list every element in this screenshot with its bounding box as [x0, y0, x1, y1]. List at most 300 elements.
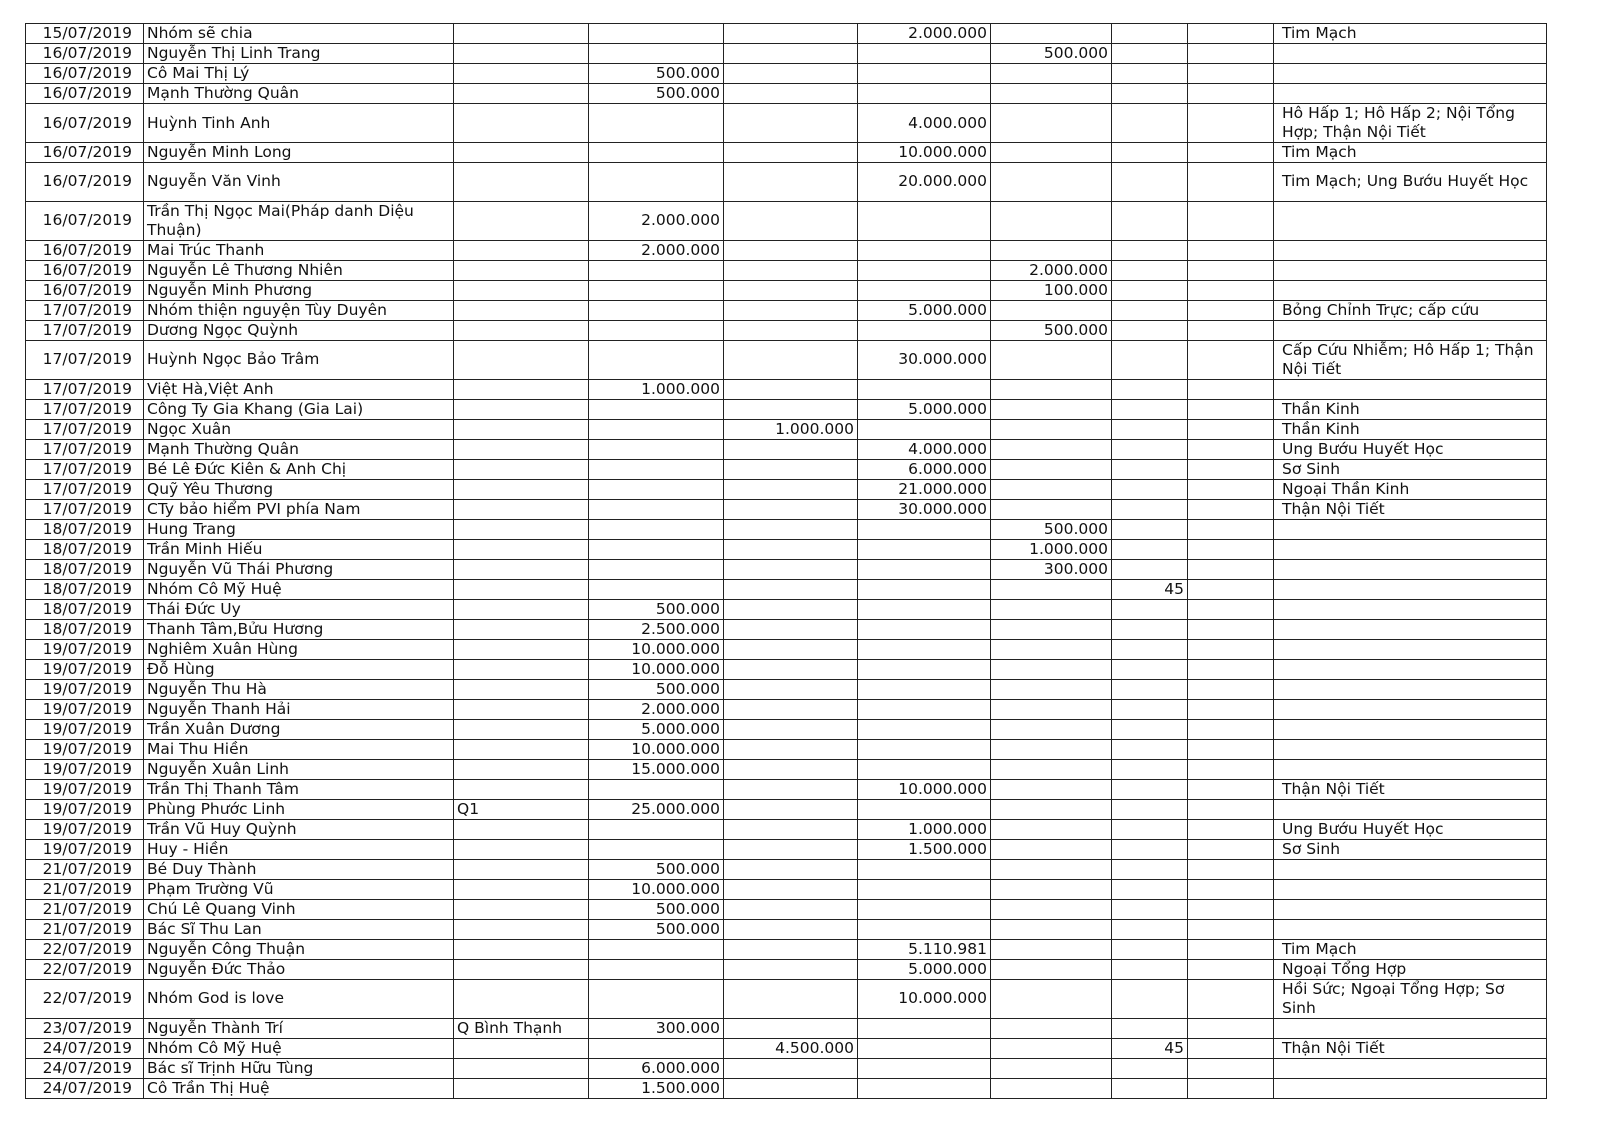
- amount-cell: [991, 719, 1112, 739]
- department-note-cell: [1274, 1018, 1547, 1038]
- count-cell: [1112, 260, 1188, 280]
- amount-cell: [991, 839, 1112, 859]
- amount-cell: 1.000.000: [724, 419, 858, 439]
- blank-cell: [1188, 879, 1274, 899]
- blank-cell: [1188, 260, 1274, 280]
- name-cell: Thái Đức Uy: [144, 599, 454, 619]
- amount-cell: [589, 479, 724, 499]
- area-cell: [454, 439, 589, 459]
- count-cell: [1112, 459, 1188, 479]
- amount-cell: 500.000: [991, 519, 1112, 539]
- department-note-cell: Thận Nội Tiết: [1274, 1038, 1547, 1058]
- blank-cell: [1188, 240, 1274, 260]
- area-cell: [454, 379, 589, 399]
- date-cell: 16/07/2019: [26, 280, 144, 300]
- blank-cell: [1188, 939, 1274, 959]
- amount-cell: [991, 599, 1112, 619]
- name-cell: Huỳnh Tinh Anh: [144, 104, 454, 143]
- amount-cell: 500.000: [589, 919, 724, 939]
- amount-cell: 500.000: [991, 44, 1112, 64]
- count-cell: [1112, 1078, 1188, 1098]
- area-cell: [454, 879, 589, 899]
- count-cell: [1112, 163, 1188, 202]
- department-note-cell: Tim Mạch: [1274, 24, 1547, 44]
- name-cell: Nhóm thiện nguyện Tùy Duyên: [144, 300, 454, 320]
- area-cell: [454, 719, 589, 739]
- amount-cell: [858, 639, 991, 659]
- date-cell: 22/07/2019: [26, 979, 144, 1018]
- name-cell: Nhóm Cô Mỹ Huệ: [144, 579, 454, 599]
- amount-cell: 500.000: [589, 899, 724, 919]
- table-row: [26, 1038, 1547, 1058]
- date-cell: 16/07/2019: [26, 44, 144, 64]
- count-cell: [1112, 719, 1188, 739]
- amount-cell: [858, 719, 991, 739]
- table-row: [26, 1058, 1547, 1078]
- date-cell: 16/07/2019: [26, 240, 144, 260]
- amount-cell: 5.000.000: [858, 399, 991, 419]
- date-cell: 21/07/2019: [26, 919, 144, 939]
- amount-cell: [589, 459, 724, 479]
- date-cell: 16/07/2019: [26, 84, 144, 104]
- department-note-cell: Thần Kinh: [1274, 399, 1547, 419]
- ledger-body: [26, 24, 1547, 1099]
- table-row: [26, 300, 1547, 320]
- date-cell: 17/07/2019: [26, 399, 144, 419]
- amount-cell: [589, 104, 724, 143]
- table-row: [26, 260, 1547, 280]
- area-cell: [454, 619, 589, 639]
- amount-cell: [858, 579, 991, 599]
- department-note-cell: Sơ Sinh: [1274, 459, 1547, 479]
- blank-cell: [1188, 819, 1274, 839]
- amount-cell: [991, 84, 1112, 104]
- count-cell: [1112, 639, 1188, 659]
- amount-cell: [991, 819, 1112, 839]
- amount-cell: [724, 340, 858, 379]
- area-cell: [454, 599, 589, 619]
- date-cell: 17/07/2019: [26, 320, 144, 340]
- amount-cell: [724, 559, 858, 579]
- blank-cell: [1188, 340, 1274, 379]
- amount-cell: [991, 879, 1112, 899]
- amount-cell: 10.000.000: [589, 639, 724, 659]
- name-cell: Mai Thu Hiền: [144, 739, 454, 759]
- department-note-cell: [1274, 519, 1547, 539]
- area-cell: [454, 201, 589, 240]
- name-cell: Nguyễn Thanh Hải: [144, 699, 454, 719]
- amount-cell: 10.000.000: [589, 659, 724, 679]
- amount-cell: [991, 479, 1112, 499]
- date-cell: 19/07/2019: [26, 819, 144, 839]
- amount-cell: [724, 143, 858, 163]
- amount-cell: [858, 84, 991, 104]
- amount-cell: 4.500.000: [724, 1038, 858, 1058]
- department-note-cell: Thận Nội Tiết: [1274, 779, 1547, 799]
- amount-cell: [724, 519, 858, 539]
- date-cell: 17/07/2019: [26, 439, 144, 459]
- amount-cell: 6.000.000: [858, 459, 991, 479]
- date-cell: 18/07/2019: [26, 539, 144, 559]
- amount-cell: 500.000: [589, 599, 724, 619]
- department-note-cell: Ngoại Thần Kinh: [1274, 479, 1547, 499]
- name-cell: Nguyễn Lê Thương Nhiên: [144, 260, 454, 280]
- department-note-cell: Ngoại Tổng Hợp: [1274, 959, 1547, 979]
- amount-cell: 100.000: [991, 280, 1112, 300]
- name-cell: Nguyễn Văn Vinh: [144, 163, 454, 202]
- date-cell: 16/07/2019: [26, 143, 144, 163]
- amount-cell: [589, 280, 724, 300]
- name-cell: Trần Thị Ngọc Mai(Pháp danh Diệu Thuận): [144, 201, 454, 240]
- department-note-cell: [1274, 899, 1547, 919]
- blank-cell: [1188, 859, 1274, 879]
- amount-cell: [724, 479, 858, 499]
- amount-cell: [991, 499, 1112, 519]
- amount-cell: [991, 939, 1112, 959]
- amount-cell: [724, 959, 858, 979]
- amount-cell: 10.000.000: [589, 879, 724, 899]
- amount-cell: [858, 539, 991, 559]
- blank-cell: [1188, 739, 1274, 759]
- name-cell: Công Ty Gia Khang (Gia Lai): [144, 399, 454, 419]
- table-row: [26, 280, 1547, 300]
- table-row: [26, 919, 1547, 939]
- department-note-cell: Bỏng Chỉnh Trực; cấp cứu: [1274, 300, 1547, 320]
- amount-cell: [724, 1058, 858, 1078]
- amount-cell: [724, 939, 858, 959]
- table-row: [26, 959, 1547, 979]
- area-cell: [454, 739, 589, 759]
- department-note-cell: [1274, 759, 1547, 779]
- amount-cell: [858, 1058, 991, 1078]
- amount-cell: 25.000.000: [589, 799, 724, 819]
- table-row: [26, 679, 1547, 699]
- count-cell: 45: [1112, 1038, 1188, 1058]
- table-row: [26, 84, 1547, 104]
- table-row: [26, 379, 1547, 399]
- date-cell: 18/07/2019: [26, 559, 144, 579]
- department-note-cell: [1274, 859, 1547, 879]
- blank-cell: [1188, 163, 1274, 202]
- date-cell: 17/07/2019: [26, 419, 144, 439]
- blank-cell: [1188, 679, 1274, 699]
- name-cell: Nguyễn Thị Linh Trang: [144, 44, 454, 64]
- amount-cell: [724, 539, 858, 559]
- amount-cell: [991, 739, 1112, 759]
- blank-cell: [1188, 719, 1274, 739]
- amount-cell: [589, 839, 724, 859]
- amount-cell: [858, 1078, 991, 1098]
- amount-cell: [724, 499, 858, 519]
- amount-cell: [724, 379, 858, 399]
- count-cell: [1112, 679, 1188, 699]
- date-cell: 19/07/2019: [26, 759, 144, 779]
- area-cell: [454, 399, 589, 419]
- amount-cell: [991, 1018, 1112, 1038]
- amount-cell: [724, 44, 858, 64]
- amount-cell: [589, 399, 724, 419]
- area-cell: [454, 759, 589, 779]
- amount-cell: [724, 320, 858, 340]
- amount-cell: 500.000: [589, 64, 724, 84]
- blank-cell: [1188, 1038, 1274, 1058]
- date-cell: 23/07/2019: [26, 1018, 144, 1038]
- table-row: [26, 419, 1547, 439]
- department-note-cell: [1274, 1058, 1547, 1078]
- amount-cell: [991, 579, 1112, 599]
- table-row: [26, 779, 1547, 799]
- area-cell: [454, 499, 589, 519]
- amount-cell: [724, 779, 858, 799]
- table-row: [26, 459, 1547, 479]
- blank-cell: [1188, 1018, 1274, 1038]
- amount-cell: [991, 24, 1112, 44]
- area-cell: [454, 779, 589, 799]
- department-note-cell: [1274, 639, 1547, 659]
- table-row: [26, 340, 1547, 379]
- area-cell: Q Bình Thạnh: [454, 1018, 589, 1038]
- amount-cell: [724, 1018, 858, 1038]
- amount-cell: [858, 859, 991, 879]
- amount-cell: [724, 300, 858, 320]
- blank-cell: [1188, 1078, 1274, 1098]
- name-cell: Bé Duy Thành: [144, 859, 454, 879]
- name-cell: Việt Hà,Việt Anh: [144, 379, 454, 399]
- amount-cell: [991, 899, 1112, 919]
- table-row: [26, 163, 1547, 202]
- amount-cell: 2.000.000: [589, 699, 724, 719]
- department-note-cell: Tim Mạch: [1274, 939, 1547, 959]
- name-cell: Đỗ Hùng: [144, 659, 454, 679]
- amount-cell: 10.000.000: [858, 143, 991, 163]
- count-cell: [1112, 859, 1188, 879]
- amount-cell: 5.000.000: [858, 959, 991, 979]
- amount-cell: [589, 519, 724, 539]
- area-cell: [454, 64, 589, 84]
- count-cell: [1112, 479, 1188, 499]
- date-cell: 17/07/2019: [26, 499, 144, 519]
- department-note-cell: Tim Mạch: [1274, 143, 1547, 163]
- count-cell: 45: [1112, 579, 1188, 599]
- amount-cell: [724, 839, 858, 859]
- department-note-cell: [1274, 84, 1547, 104]
- department-note-cell: [1274, 280, 1547, 300]
- name-cell: Hung Trang: [144, 519, 454, 539]
- department-note-cell: [1274, 879, 1547, 899]
- date-cell: 17/07/2019: [26, 479, 144, 499]
- amount-cell: [991, 759, 1112, 779]
- amount-cell: 2.000.000: [991, 260, 1112, 280]
- department-note-cell: Hồi Sức; Ngoại Tổng Hợp; Sơ Sinh: [1274, 979, 1547, 1018]
- table-row: [26, 839, 1547, 859]
- area-cell: Q1: [454, 799, 589, 819]
- area-cell: [454, 559, 589, 579]
- amount-cell: [991, 379, 1112, 399]
- blank-cell: [1188, 919, 1274, 939]
- count-cell: [1112, 779, 1188, 799]
- count-cell: [1112, 84, 1188, 104]
- name-cell: Bác sĩ Trịnh Hữu Tùng: [144, 1058, 454, 1078]
- amount-cell: [724, 859, 858, 879]
- name-cell: CTy bảo hiểm PVI phía Nam: [144, 499, 454, 519]
- amount-cell: [991, 959, 1112, 979]
- table-row: [26, 899, 1547, 919]
- amount-cell: [589, 260, 724, 280]
- date-cell: 19/07/2019: [26, 639, 144, 659]
- count-cell: [1112, 659, 1188, 679]
- blank-cell: [1188, 280, 1274, 300]
- name-cell: Cô Mai Thị Lý: [144, 64, 454, 84]
- amount-cell: [724, 739, 858, 759]
- amount-cell: [858, 599, 991, 619]
- table-row: [26, 201, 1547, 240]
- amount-cell: [991, 859, 1112, 879]
- table-row: [26, 719, 1547, 739]
- amount-cell: [991, 639, 1112, 659]
- date-cell: 18/07/2019: [26, 599, 144, 619]
- amount-cell: 10.000.000: [858, 979, 991, 1018]
- department-note-cell: [1274, 201, 1547, 240]
- amount-cell: [991, 439, 1112, 459]
- amount-cell: [858, 799, 991, 819]
- amount-cell: 10.000.000: [858, 779, 991, 799]
- count-cell: [1112, 799, 1188, 819]
- blank-cell: [1188, 64, 1274, 84]
- date-cell: 19/07/2019: [26, 779, 144, 799]
- amount-cell: [858, 280, 991, 300]
- department-note-cell: [1274, 64, 1547, 84]
- amount-cell: [724, 679, 858, 699]
- amount-cell: [589, 163, 724, 202]
- count-cell: [1112, 919, 1188, 939]
- blank-cell: [1188, 459, 1274, 479]
- area-cell: [454, 1038, 589, 1058]
- date-cell: 21/07/2019: [26, 899, 144, 919]
- department-note-cell: [1274, 659, 1547, 679]
- amount-cell: [724, 104, 858, 143]
- count-cell: [1112, 879, 1188, 899]
- amount-cell: [724, 659, 858, 679]
- area-cell: [454, 639, 589, 659]
- amount-cell: 1.000.000: [858, 819, 991, 839]
- count-cell: [1112, 44, 1188, 64]
- amount-cell: [724, 1078, 858, 1098]
- count-cell: [1112, 499, 1188, 519]
- name-cell: Nguyễn Đức Thảo: [144, 959, 454, 979]
- area-cell: [454, 839, 589, 859]
- amount-cell: [991, 340, 1112, 379]
- amount-cell: [724, 879, 858, 899]
- name-cell: Nhóm Cô Mỹ Huệ: [144, 1038, 454, 1058]
- name-cell: Trần Thị Thanh Tâm: [144, 779, 454, 799]
- count-cell: [1112, 819, 1188, 839]
- amount-cell: [858, 320, 991, 340]
- name-cell: Trần Vũ Huy Quỳnh: [144, 819, 454, 839]
- name-cell: Nguyễn Vũ Thái Phương: [144, 559, 454, 579]
- count-cell: [1112, 399, 1188, 419]
- count-cell: [1112, 379, 1188, 399]
- area-cell: [454, 859, 589, 879]
- name-cell: Bé Lê Đức Kiên & Anh Chị: [144, 459, 454, 479]
- amount-cell: [589, 143, 724, 163]
- amount-cell: [724, 619, 858, 639]
- amount-cell: [589, 300, 724, 320]
- date-cell: 22/07/2019: [26, 959, 144, 979]
- table-row: [26, 819, 1547, 839]
- department-note-cell: [1274, 619, 1547, 639]
- blank-cell: [1188, 399, 1274, 419]
- amount-cell: 30.000.000: [858, 340, 991, 379]
- table-row: [26, 479, 1547, 499]
- amount-cell: [991, 143, 1112, 163]
- amount-cell: [991, 779, 1112, 799]
- blank-cell: [1188, 559, 1274, 579]
- amount-cell: 2.000.000: [589, 240, 724, 260]
- area-cell: [454, 280, 589, 300]
- amount-cell: [858, 699, 991, 719]
- table-row: [26, 143, 1547, 163]
- count-cell: [1112, 64, 1188, 84]
- count-cell: [1112, 939, 1188, 959]
- department-note-cell: Sơ Sinh: [1274, 839, 1547, 859]
- table-row: [26, 64, 1547, 84]
- amount-cell: [589, 340, 724, 379]
- amount-cell: [858, 519, 991, 539]
- amount-cell: [724, 24, 858, 44]
- count-cell: [1112, 201, 1188, 240]
- amount-cell: [724, 163, 858, 202]
- area-cell: [454, 899, 589, 919]
- amount-cell: 2.000.000: [589, 201, 724, 240]
- blank-cell: [1188, 479, 1274, 499]
- blank-cell: [1188, 143, 1274, 163]
- area-cell: [454, 959, 589, 979]
- area-cell: [454, 819, 589, 839]
- date-cell: 22/07/2019: [26, 939, 144, 959]
- department-note-cell: Ung Bướu Huyết Học: [1274, 819, 1547, 839]
- table-row: [26, 979, 1547, 1018]
- table-row: [26, 599, 1547, 619]
- name-cell: Nguyễn Xuân Linh: [144, 759, 454, 779]
- table-row: [26, 539, 1547, 559]
- amount-cell: [991, 399, 1112, 419]
- name-cell: Phùng Phước Linh: [144, 799, 454, 819]
- count-cell: [1112, 24, 1188, 44]
- name-cell: Huy - Hiền: [144, 839, 454, 859]
- department-note-cell: [1274, 919, 1547, 939]
- date-cell: 16/07/2019: [26, 201, 144, 240]
- amount-cell: [858, 899, 991, 919]
- amount-cell: 500.000: [589, 859, 724, 879]
- amount-cell: 1.500.000: [589, 1078, 724, 1098]
- amount-cell: [589, 559, 724, 579]
- amount-cell: [589, 419, 724, 439]
- amount-cell: [991, 659, 1112, 679]
- department-note-cell: [1274, 240, 1547, 260]
- amount-cell: 30.000.000: [858, 499, 991, 519]
- area-cell: [454, 240, 589, 260]
- amount-cell: 300.000: [991, 559, 1112, 579]
- count-cell: [1112, 280, 1188, 300]
- blank-cell: [1188, 84, 1274, 104]
- amount-cell: [724, 579, 858, 599]
- amount-cell: [724, 759, 858, 779]
- blank-cell: [1188, 300, 1274, 320]
- blank-cell: [1188, 519, 1274, 539]
- amount-cell: [589, 1038, 724, 1058]
- count-cell: [1112, 300, 1188, 320]
- amount-cell: 10.000.000: [589, 739, 724, 759]
